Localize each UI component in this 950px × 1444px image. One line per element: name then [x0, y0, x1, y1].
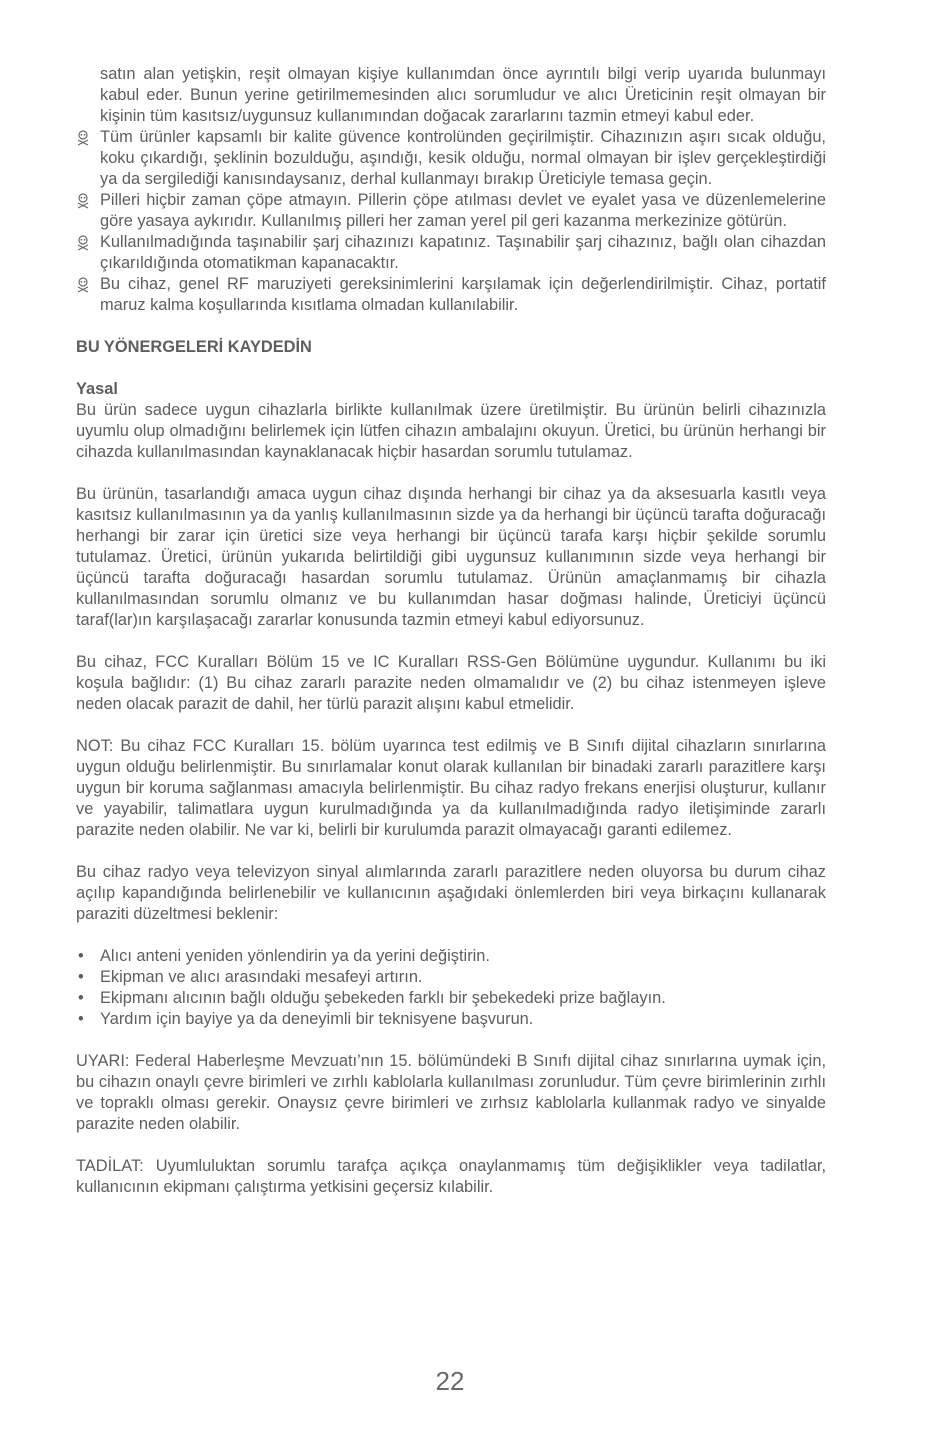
legal-heading: Yasal — [76, 380, 118, 398]
page-number: 22 — [435, 1366, 465, 1396]
warning-item — [76, 232, 826, 274]
legal-paragraph-2: Bu ürünün, tasarlandığı amaca uygun cihaz dışında herhangi bir cihaz ya da aksesuarla kasıtlı veya kasıtsız kullanılmasının ya da yanlış kullanılmasının sizde ya da herhangi bir üçüncü tarafta doğuracağı herhangi bir zarar için üretici size veya herhangi bir üçüncü tarafa karşı hiçbir şekilde sorumlu tutulamaz. Üretici, ürünün yukarıda belirtildiği gibi uygunsuz kullanımının sizde veya herhangi bir üçüncü tarafta doğuracağı hasardan sorumlu tutulamaz. Ürünün amaçlanmamış bir cihazla kullanılmasından sorumlu olmanız ve bu kullanımdan hasar doğması halinde, Üreticiyi üçüncü taraf(lar)ın karşılaşacağı zararlar konusunda tazmin etmeyi kabul ediyorsunuz. — [76, 485, 826, 629]
fcc-warning-paragraph: UYARI: Federal Haberleşme Mevzuatı’nın 15. bölümündeki B Sınıfı dijital cihaz sınırlarına uymak için, bu cihazın onaylı çevre birimleri ve zırhlı kablolarla kullanılması zorunludur. Tüm çevre birimlerinin zırhlı ve topraklı olması gerekir. Onaysız çevre birimleri ve zırhsız kablolarla kullanmak radyo ve sinyalde parazite neden olabilir. — [76, 1052, 826, 1133]
legal-paragraph-1: Bu ürün sadece uygun cihazlarla birlikte kullanılmak üzere üretilmiştir. Bu ürünün belirli cihazınızla uyumlu olup olmadığını belirlemek için lütfen cihazın ambalajını okuyun. Üretici, bu ürünün herhangi bir cihazda kullanılmasından kaynaklanacak hiçbir hasardan sorumlu tutulamaz. — [76, 401, 826, 461]
measure-text: Ekipmanı alıcının bağlı olduğu şebekeden farklı bir şebekedeki prize bağlayın. — [100, 989, 666, 1007]
list-item — [76, 988, 826, 1009]
save-instructions-heading: BU YÖNERGELERİ KAYDEDİN — [76, 338, 312, 356]
bullet: • — [78, 989, 84, 1007]
bullet: • — [78, 968, 84, 986]
bullet: • — [78, 947, 84, 965]
warning-text: Tüm ürünler kapsamlı bir kalite güvence kontrolünden geçirilmiştir. Cihazınızın aşırı sıcak olduğu, koku çıkardığı, şeklinin bozulduğu, aşındığı, kesik olduğu, normal olmayan bir işlev gerçekleştirdiği ya da sergilediği kanısındaysanız, derhal kullanmayı bırakıp Üreticiyle temasa geçin. — [100, 128, 826, 188]
measures-list — [76, 946, 826, 1030]
warning-item — [76, 127, 826, 190]
skull-crossbones-icon — [76, 235, 90, 251]
warning-text: Kullanılmadığında taşınabilir şarj cihazınızı kapatınız. Taşınabilir şarj cihazınız, bağlı olan cihazdan çıkarıldığında otomatikman kapanacaktır. — [100, 233, 826, 272]
measure-text: Ekipman ve alıcı arasındaki mesafeyi artırın. — [100, 968, 423, 986]
warning-text: Pilleri hiçbir zaman çöpe atmayın. Pillerin çöpe atılması devlet ve eyalet yasa ve düzenlemelerine göre yasaya aykırıdır. Kullanılmış pilleri her zaman yerel pil geri kazanma merkezinize götürün. — [100, 191, 826, 230]
document-page — [76, 64, 826, 1198]
measure-text: Alıcı anteni yeniden yönlendirin ya da yerini değiştirin. — [100, 947, 490, 965]
warning-list — [76, 127, 826, 316]
warning-text: Bu cihaz, genel RF maruziyeti gereksinimlerini karşılamak için değerlendirilmiştir. Cihaz, portatif maruz kalma koşullarında kısıtlama olmadan kullanılabilir. — [100, 275, 826, 314]
intro-continuation: satın alan yetişkin, reşit olmayan kişiye kullanımdan önce ayrıntılı bilgi verip uyarıda bulunmayı kabul eder. Bunun yerine getirilmemesinden alıcı sorumludur ve alıcı Üreticinin reşit olmayan bir kişinin tüm kasıtsız/uygunsuz kullanımından doğacak zararlarını tazmin etmeyi kabul eder. — [100, 65, 826, 125]
modification-paragraph: TADİLAT: Uyumluluktan sorumlu tarafça açıkça onaylanmamış tüm değişiklikler veya tadilatlar, kullanıcının ekipmanı çalıştırma yetkisini geçersiz kılabilir. — [76, 1157, 826, 1196]
interference-paragraph: Bu cihaz radyo veya televizyon sinyal alımlarında zararlı parazitlere neden oluyorsa bu durum cihaz açılıp kapandığında belirlenebilir ve kullanıcının aşağıdaki önlemlerden biri veya birkaçını kullanarak paraziti düzeltmesi beklenir: — [76, 863, 826, 923]
measure-text: Yardım için bayiye ya da deneyimli bir teknisyene başvurun. — [100, 1010, 534, 1028]
skull-crossbones-icon — [76, 193, 90, 209]
warning-item — [76, 274, 826, 316]
skull-crossbones-icon — [76, 130, 90, 146]
skull-crossbones-icon — [76, 277, 90, 293]
note-paragraph: NOT: Bu cihaz FCC Kuralları 15. bölüm uyarınca test edilmiş ve B Sınıfı dijital cihazların sınırlarına uygun olduğu belirlenmiştir. Bu sınırlamalar konut olarak kullanılan bir binadaki zararlı parazitlere karşı uygun bir koruma sağlanması amacıyla belirlenmiştir. Bu cihaz radyo frekans enerjisi oluşturur, kullanır ve yayabilir, talimatlara uygun kurulmadığında ya da kullanılmadığında radyo iletişiminde zararlı parazite neden olabilir. Ne var ki, belirli bir kurulumda parazit olmayacağı garanti edilemez. — [76, 737, 826, 839]
list-item — [76, 946, 826, 967]
list-item — [76, 1009, 826, 1030]
bullet: • — [78, 1010, 84, 1028]
fcc-compliance-paragraph: Bu cihaz, FCC Kuralları Bölüm 15 ve IC Kuralları RSS-Gen Bölümüne uygundur. Kullanımı bu iki koşula bağlıdır: (1) Bu cihaz zararlı parazite neden olmamalıdır ve (2) bu cihaz istenmeyen işleve neden olacak parazit de dahil, her türlü parazit alışını kabul etmelidir. — [76, 653, 826, 713]
list-item — [76, 967, 826, 988]
warning-item — [76, 190, 826, 232]
